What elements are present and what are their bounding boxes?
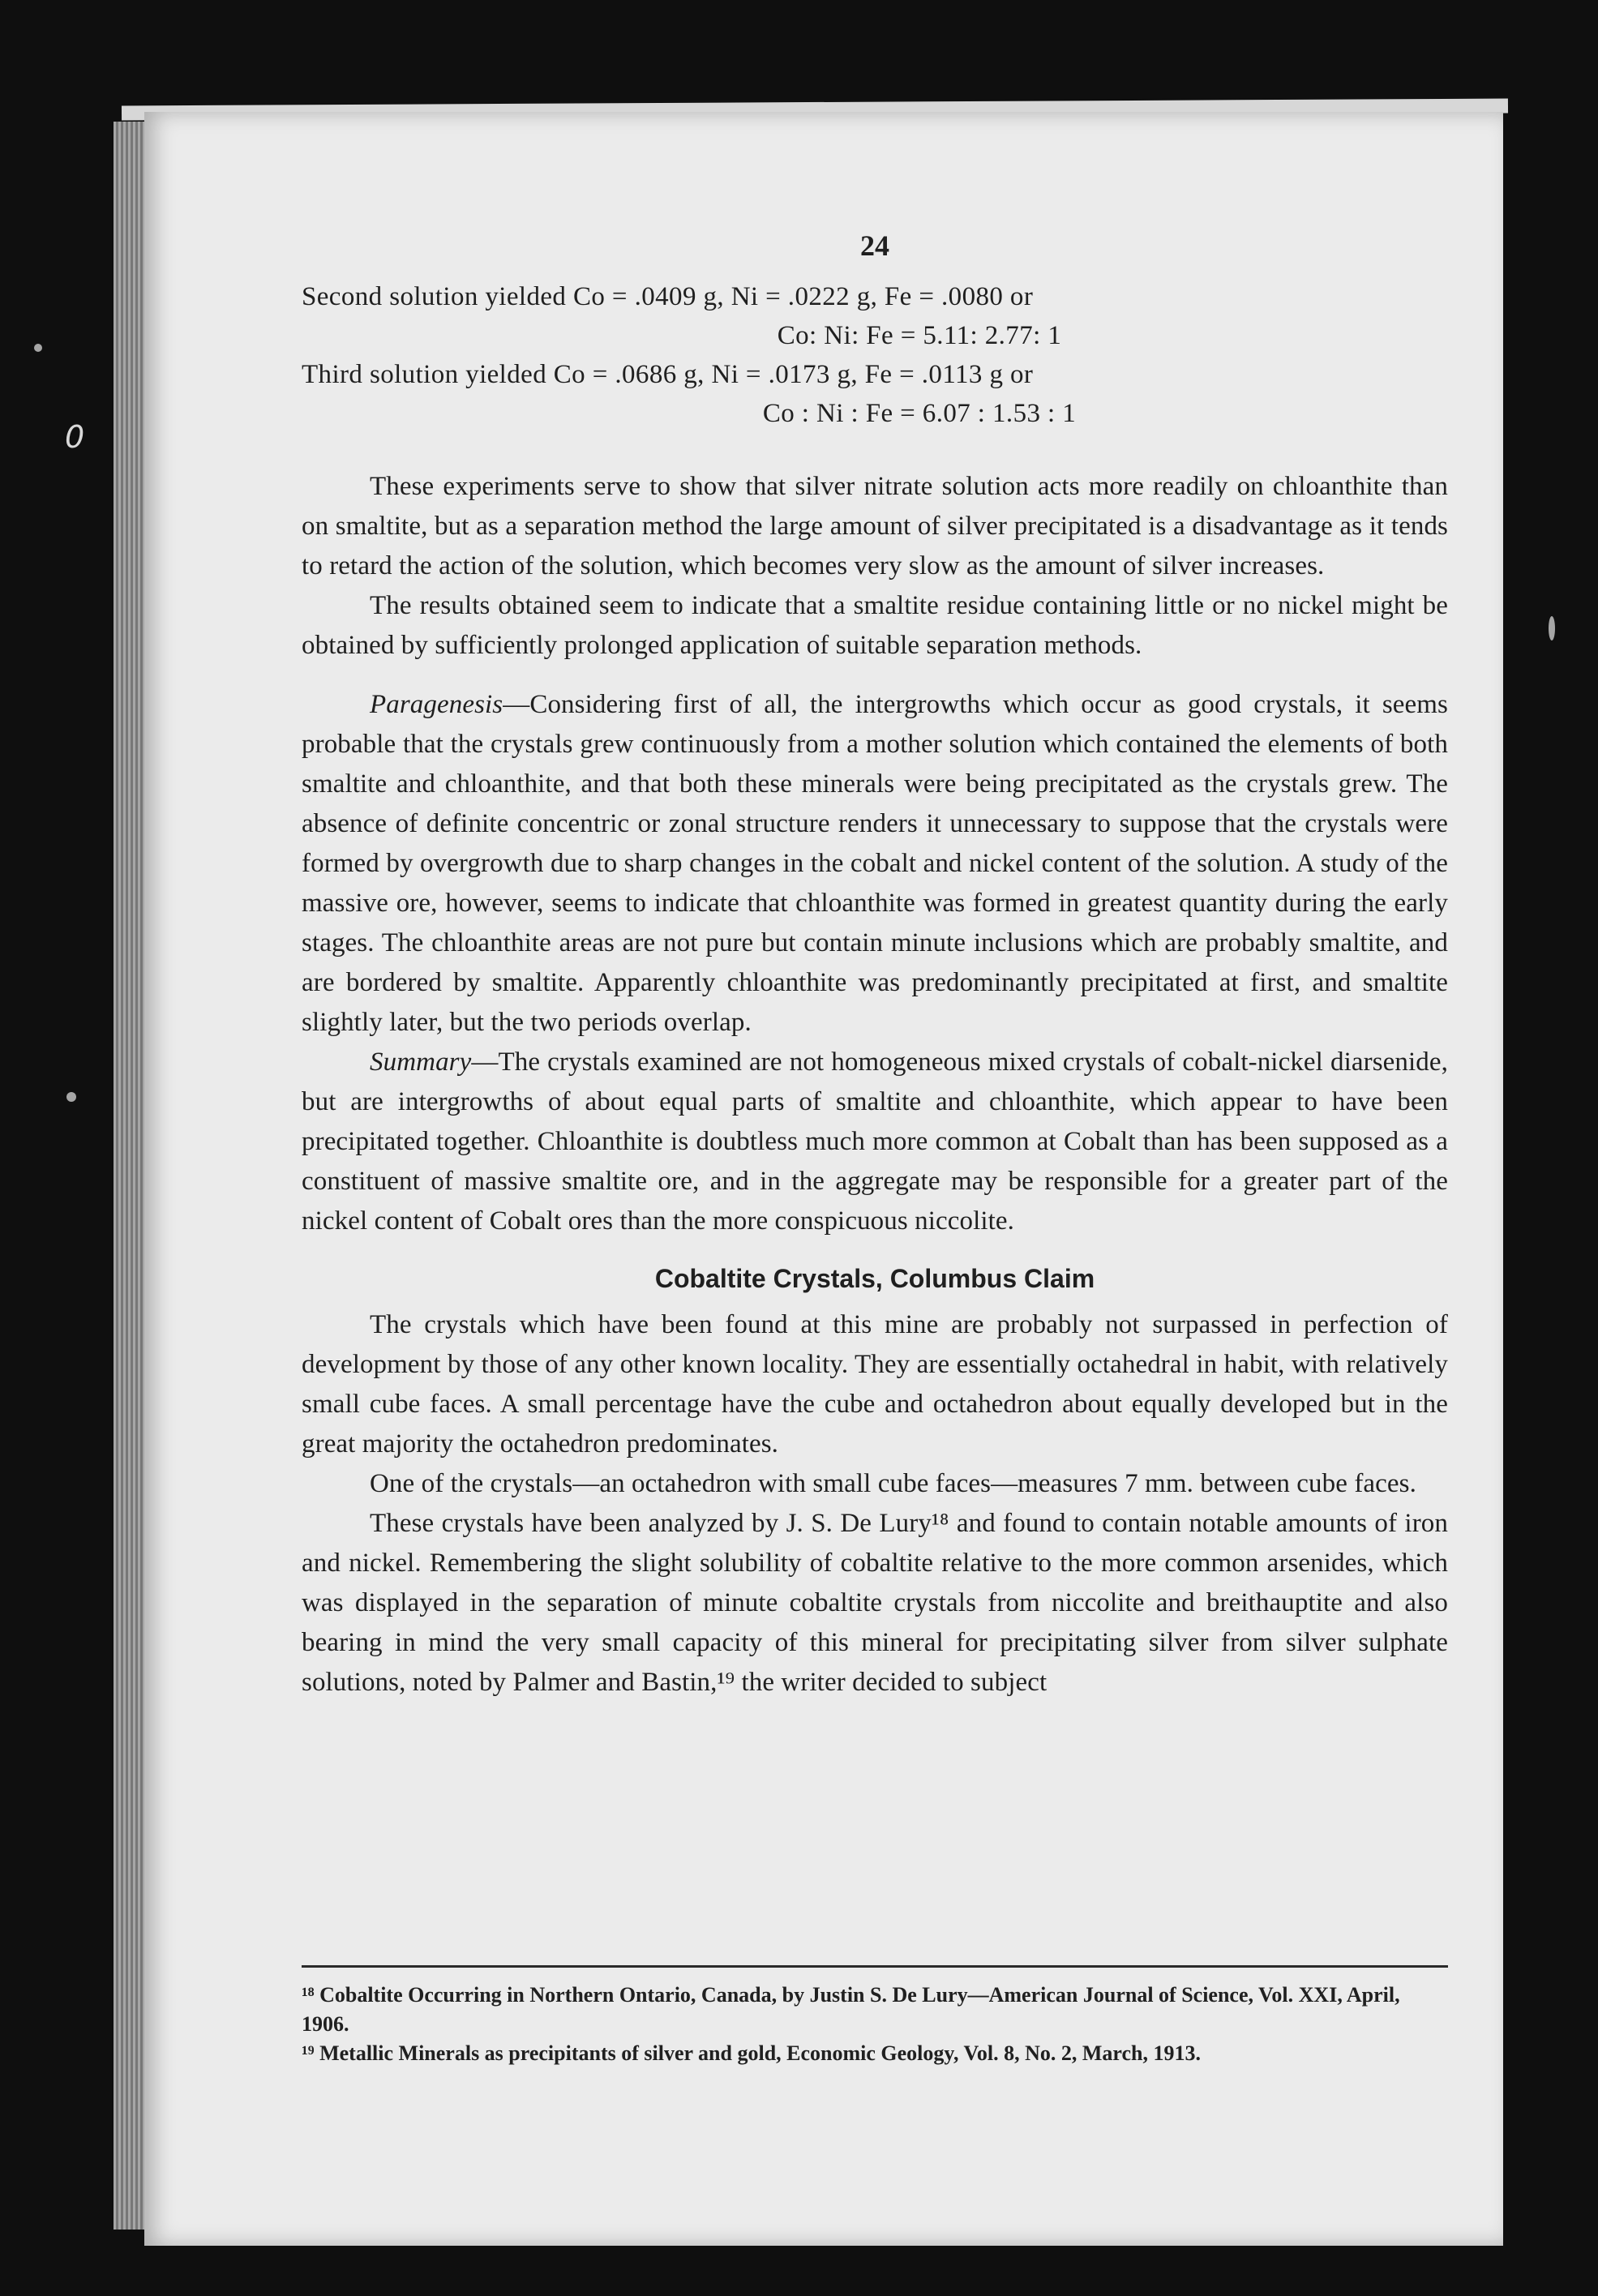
footnote-18: ¹⁸ Cobaltite Occurring in Northern Ontario, Canada, by Justin S. De Lury—American Journal of Science, Vol. XXI, April, 1906.	[302, 1983, 1400, 2036]
equation-line-2: Co: Ni: Fe = 5.11: 2.77: 1	[777, 321, 1062, 350]
scan-speck	[66, 1092, 76, 1102]
paragraph-summary	[302, 1043, 1448, 1241]
paragraph-paragenesis	[302, 685, 1448, 1043]
equation-line-4: Co : Ni : Fe = 6.07 : 1.53 : 1	[762, 399, 1077, 428]
section-paragraph-2: One of the crystals—an octahedron with small cube faces—measures 7 mm. between cube faces.	[370, 1469, 1416, 1498]
summary-text: —The crystals examined are not homogeneous mixed crystals of cobalt-nickel diarsenide, but are intergrowths of about equal parts of smaltite and chloanthite, which appear to have been precipitated together. Chloanthite is doubtless much more common at Cobalt than has been supposed as a constituent of massive smaltite ore, and in the aggregate may be responsible for a greater part of the nickel content of Cobalt ores than the more conspicuous niccolite.	[302, 1047, 1448, 1236]
section-heading: Cobaltite Crystals, Columbus Claim	[654, 1264, 1095, 1293]
equation-line-3: Third solution yielded Co = .0686 g, Ni = .0173 g, Fe = .0113 g or	[302, 360, 1034, 389]
section-paragraph-1: The crystals which have been found at this mine are probably not surpassed in perfection of development by those of any other known locality. They are essentially octahedral in habit, with relatively small cube faces. A small percentage have the cube and octahedron about equally developed but in the great majority the octahedron predominates.	[302, 1310, 1448, 1459]
paragraph-experiments: These experiments serve to show that silver nitrate solution acts more readily on chloanthite than on smaltite, but as a separation method the large amount of silver precipitated is a disadvantage as it tends to retard the action of the solution, which becomes very slow as the amount of silver increases.	[302, 472, 1448, 580]
footnotes	[302, 1965, 1448, 2068]
page-number: 24	[860, 229, 889, 262]
equation-line-1: Second solution yielded Co = .0409 g, Ni = .0222 g, Fe = .0080 or	[302, 282, 1034, 311]
scan-speck	[1549, 616, 1555, 640]
paragenesis-text: —Considering first of all, the intergrowths which occur as good crystals, it seems probable that the crystals grew continuously from a mother solution which contained the elements of both smaltite and chloanthite, and that both these minerals were being precipitated as the crystals grew. The absence of definite concentric or zonal structure renders it unnecessary to suppose that the crystals were formed by overgrowth due to sharp changes in the cobalt and nickel content of the solution. A study of the massive ore, however, seems to indicate that chloanthite was formed in greatest quantity during the early stages. The chloanthite areas are not pure but contain minute inclusions which are probably smaltite, and are bordered by smaltite. Apparently chloanthite was predominantly precipitated at first, and smaltite slightly later, but the two periods overlap.	[302, 690, 1448, 1037]
footnote-19: ¹⁹ Metallic Minerals as precipitants of silver and gold, Economic Geology, Vol. 8, No. 2, March, 1913.	[302, 2041, 1201, 2065]
left-margin-mark: 0	[65, 419, 85, 455]
paragraph-results: The results obtained seem to indicate that a smaltite residue containing little or no nickel might be obtained by sufficiently prolonged application of suitable separation methods.	[302, 591, 1448, 660]
paragenesis-lead: Paragenesis	[370, 690, 503, 719]
page-content	[302, 229, 1448, 2093]
scan-speck	[34, 344, 42, 352]
section-paragraph-3: These crystals have been analyzed by J. S. De Lury¹⁸ and found to contain notable amounts of iron and nickel. Remembering the slight solubility of cobaltite relative to the more common arsenides, which was displayed in the separation of minute cobaltite crystals from niccolite and breithauptite and also bearing in mind the very small capacity of this mineral for precipitating silver from silver sulphate solutions, noted by Palmer and Bastin,¹⁹ the writer decided to subject	[302, 1509, 1448, 1697]
summary-lead: Summary	[370, 1047, 472, 1077]
